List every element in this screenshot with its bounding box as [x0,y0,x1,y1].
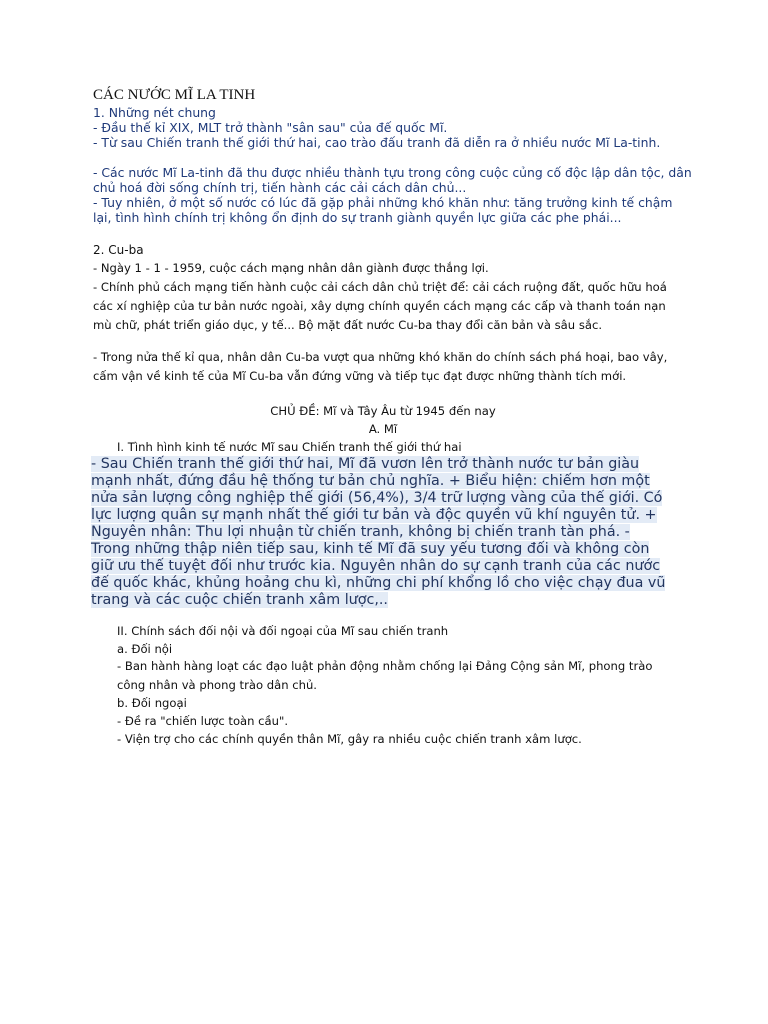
document-title: CÁC NƯỚC MĨ LA TINH [93,87,256,103]
section1-heading: 1. Những nét chung [93,105,216,120]
foreign-paragraph-2: - Viện trợ cho các chính quyền thân Mĩ, gây ra nhiều cuộc chiến tranh xâm lược. [117,732,582,746]
section2-paragraph-1: - Ngày 1 - 1 - 1959, cuộc cách mạng nhân dân giành được thắng lợi. [93,261,489,275]
section2-paragraph-2: - Chính phủ cách mạng tiến hành cuộc cải cách dân chủ triệt để: cải cách ruộng đất, quốc hữu hoá các xí nghiệp của tư bản nước ngoài, xây dựng chính quyền cách mạng các cấp và thanh toán nạn mù chữ, phát triển giáo dục, y tế... Bộ mặt đất nước Cu-ba thay đổi căn bản và sâu sắc. [93,280,667,332]
section2-heading: 2. Cu-ba [93,243,144,257]
section2-paragraph-3: - Trong nửa thế kỉ qua, nhân dân Cu-ba vượt qua những khó khăn do chính sách phá hoại, bao vây, cấm vận về kinh tế của Mĩ Cu-ba vẫn đứng vững và tiếp tục đạt được những thành tích mới. [93,350,668,383]
domestic-body: - Ban hành hàng loạt các đạo luật phản động nhằm chống lại Đảng Cộng sản Mĩ, phong trào công nhân và phong trào dân chủ. [117,659,653,692]
part1-heading: I. Tình hình kinh tế nước Mĩ sau Chiến tranh thế giới thứ hai [117,440,462,454]
section1-paragraph-3: - Các nước Mĩ La-tinh đã thu được nhiều thành tựu trong công cuộc củng cố độc lập dân tộc, dân chủ hoá đời sống chính trị, tiến hành các cải cách dân chủ... [93,165,692,195]
foreign-heading: b. Đối ngoại [117,696,187,710]
part1-highlighted-body [91,456,669,609]
domestic-heading: a. Đối nội [117,642,173,656]
section1-paragraph-2: - Từ sau Chiến tranh thế giới thứ hai, cao trào đấu tranh đã diễn ra ở nhiều nước Mĩ La-tinh. [93,135,661,150]
section1-paragraph-1: - Đầu thế kỉ XIX, MLT trở thành "sân sau" của đế quốc Mĩ. [93,120,448,135]
section1-paragraph-4: - Tuy nhiên, ở một số nước có lúc đã gặp phải những khó khăn như: tăng trưởng kinh tế chậm lại, tình hình chính trị không ổn định do sự tranh giành quyền lực giữa các phe phái... [93,195,673,225]
topic-subtitle: A. Mĩ [368,422,398,436]
foreign-paragraph-1: - Đề ra "chiến lược toàn cầu". [117,714,289,728]
part2-heading: II. Chính sách đối nội và đối ngoại của Mĩ sau chiến tranh [117,624,449,638]
topic-title: CHỦ ĐỀ: Mĩ và Tây Âu từ 1945 đến nay [270,404,496,418]
part1-body-text: - Sau Chiến tranh thế giới thứ hai, Mĩ đã vươn lên trở thành nước tư bản giàu mạnh nhất, đứng đầu hệ thống tư bản chủ nghĩa. + Biểu hiện: chiếm hơn một nửa sản lượng công nghiệp thế giới (56,4%), 3/4 trữ lượng vàng của thế giới. Có lực lượng quân sự mạnh nhất thế giới tư bản và độc quyền vũ khí nguyên tử. + Nguyên nhân: Thu lợi nhuận từ chiến tranh, không bị chiến tranh tàn phá. - Trong những thập niên tiếp sau, kinh tế Mĩ đã suy yếu tương đối và không còn giữ ưu thế tuyệt đối như trước kia. Nguyên nhân do sự cạnh tranh của các nước đế quốc khác, khủng hoảng chu kì, những chi phí khổng lồ cho việc chạy đua vũ trang và các cuộc chiến tranh xâm lược,.. [91,456,666,608]
